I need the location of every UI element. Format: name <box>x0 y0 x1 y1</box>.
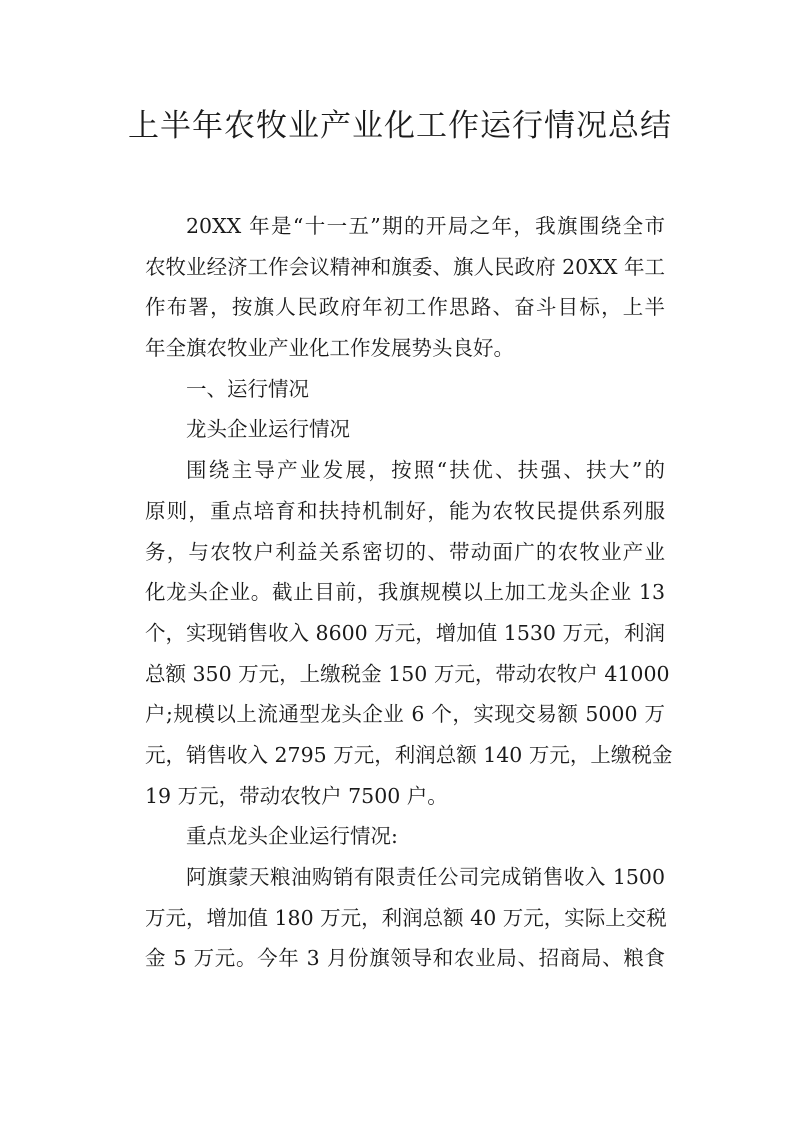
text-line: 龙头企业运行情况 <box>186 417 350 442</box>
text-line: 围绕主导产业发展，按照“扶优、扶强、扶大”的 <box>186 458 665 483</box>
text-line: 化龙头企业。截止目前，我旗规模以上加工龙头企业 13 <box>145 580 665 605</box>
text-line: 总额 350 万元，上缴税金 150 万元，带动农牧户 41000 <box>145 661 670 686</box>
text-line: 农牧业经济工作会议精神和旗委、旗人民政府 20XX 年工 <box>145 254 665 279</box>
document-title: 上半年农牧业产业化工作运行情况总结 <box>128 108 672 144</box>
text-line: 19 万元，带动农牧户 7500 户。 <box>145 783 448 808</box>
text-line: 个，实现销售收入 8600 万元，增加值 1530 万元，利润 <box>145 620 665 645</box>
text-line: 作布署，按旗人民政府年初工作思路、奋斗目标，上半 <box>145 295 665 320</box>
text-line: 原则，重点培育和扶持机制好，能为农牧民提供系列服 <box>145 498 665 523</box>
text-line: 万元，增加值 180 万元，利润总额 40 万元，实际上交税 <box>145 905 667 930</box>
text-line: 年全旗农牧业产业化工作发展势头良好。 <box>145 336 514 361</box>
document-body <box>145 206 673 979</box>
text-line: 重点龙头企业运行情况: <box>186 824 398 849</box>
text-line: 20XX 年是“十一五”期的开局之年，我旗围绕全市 <box>186 214 665 238</box>
text-line: 务，与农牧户利益关系密切的、带动面广的农牧业产业 <box>145 539 665 564</box>
text-line: 户;规模以上流通型龙头企业 6 个，实现交易额 5000 万 <box>145 702 665 727</box>
text-line: 阿旗蒙天粮油购销有限责任公司完成销售收入 1500 <box>186 865 665 889</box>
text-line: 元，销售收入 2795 万元，利润总额 140 万元，上缴税金 <box>145 742 673 767</box>
text-line: 金 5 万元。今年 3 月份旗领导和农业局、招商局、粮食 <box>145 946 665 971</box>
text-line: 一、运行情况 <box>186 376 309 401</box>
